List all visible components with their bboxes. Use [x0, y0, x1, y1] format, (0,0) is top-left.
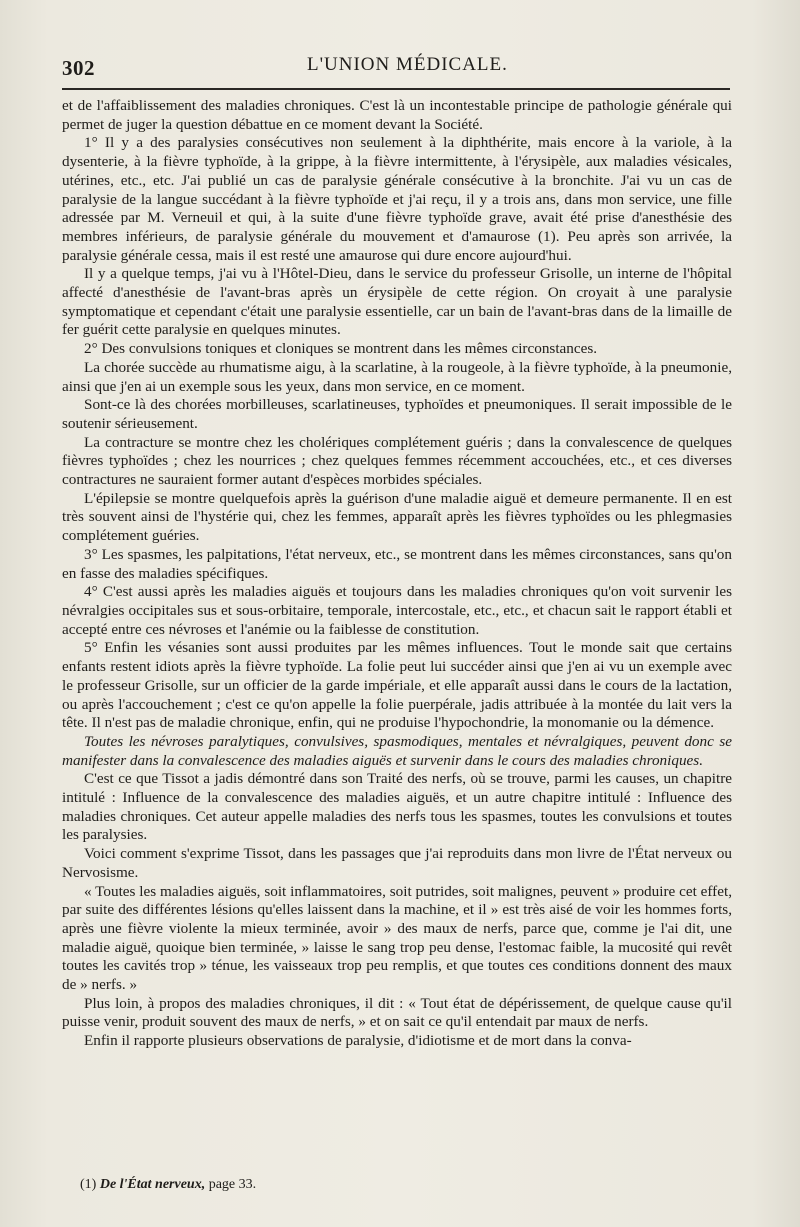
- paragraph: Plus loin, à propos des maladies chroniques, il dit : « Tout état de dépérissement, de quelque cause qu'il puisse venir, produit souvent des maux de nerfs, » et on sait ce qu'il entendait par maux de nerfs.: [62, 994, 732, 1031]
- paragraph: Voici comment s'exprime Tissot, dans les passages que j'ai reproduits dans mon livre de l'État nerveux ou Nervosisme.: [62, 845, 732, 881]
- paragraph: L'épilepsie se montre quelquefois après la guérison d'une maladie aiguë et demeure permanente. Il en est très souvent ainsi de l'hystérie qui, chez les femmes, apparaît après les fièvres typhoïdes ou les phlegmasies complétement guéries.: [62, 489, 732, 545]
- paragraph: Il y a quelque temps, j'ai vu à l'Hôtel-Dieu, dans le service du professeur Grisolle, un interne de l'hôpital affecté d'anesthésie de l'avant-bras après un érysipèle de cette région. On croyait à une paralysie symptomatique et cependant c'était une paralysie essentielle, car un bain de l'avant-bras dans de la limaille de fer guérit cette paralysie en quelques minutes.: [62, 265, 732, 339]
- footnote-marker: (1): [80, 1177, 97, 1192]
- paragraph: 1° Il y a des paralysies consécutives non seulement à la diphthérite, mais encore à la variole, à la dysenterie, à la fièvre typhoïde, à la grippe, à la fièvre intermittente, à l'érysipèle, aux maladies vésicales, utérines, etc., etc. J'ai publié un cas de paralysie générale consécutive à la bronchite. J'ai vu un cas de paralysie de la langue succédant à la fièvre typhoïde et j'ai reçu, il y a trois ans, dans mon service, une fille adressée par M. Verneuil et qui, à la suite d'une fièvre typhoïde grave, avait été prise d'anesthésie des membres inférieurs, de paralysie générale du mouvement et d'amaurose (1). Peu après son arrivée, la paralysie générale cessa, mais il est resté une amaurose qui dure encore aujourd'hui.: [62, 134, 732, 264]
- paragraph: 2° Des convulsions toniques et cloniques se montrent dans les mêmes circonstances.: [84, 340, 598, 358]
- paragraph: 3° Les spasmes, les palpitations, l'état nerveux, etc., se montrent dans les mêmes circonstances, sans qu'on en fasse des maladies spécifiques.: [62, 545, 732, 582]
- paragraph: 5° Enfin les vésanies sont aussi produites par les mêmes influences. Tout le monde sait que certains enfants restent idiots après la fièvre typhoïde. La folie peut lui succéder ainsi que j'en ai vu un exemple avec le professeur Grisolle, sur un officier de la garde impériale, et elle apparaît aussi dans le cours de la lactation, ou après l'accouchement ; c'est ce qu'on appelle la folie puerpérale, jadis attribuée à la montée du lait vers la tête. Il n'est pas de maladie chronique, enfin, qui ne produise l'hypochondrie, la monomanie ou la démence.: [62, 639, 732, 732]
- paragraph: La contracture se montre chez les cholériques complétement guéris ; dans la convalescence de quelques fièvres typhoïdes ; chez les nourrices ; chez quelques femmes récemment accouchées, etc., et ces diverses contractures ne sauraient former autant d'espèces morbides spéciales.: [62, 433, 732, 489]
- paragraph: Toutes les névroses paralytiques, convulsives, spasmodiques, mentales et névralgiques, peuvent donc se manifester dans la convalescence des maladies aiguës et survenir dans le cours des maladies chroniques.: [62, 732, 732, 769]
- footnote: [80, 1176, 720, 1194]
- article-body: [62, 97, 732, 1051]
- paragraph: et de l'affaiblissement des maladies chroniques. C'est là un incontestable principe de pathologie générale qui permet de juger la question débattue en ce moment devant la Société.: [62, 97, 732, 133]
- paragraph: Enfin il rapporte plusieurs observations de paralysie, d'idiotisme et de mort dans la conva-: [84, 1032, 632, 1050]
- page-number: 302: [62, 56, 95, 80]
- page-header: [62, 52, 728, 82]
- quotation: « Toutes les maladies aiguës, soit inflammatoires, soit putrides, soit malignes, peuvent » produire cet effet, par suite des différentes lésions qu'elles laissent dans la machine, et il » est très aisé de voir les hommes forts, après une fièvre violente la mieux terminée, avoir » des maux de nerfs, parce que, comme je l'ai dit, une maladie aiguë, quoique bien terminée, » laisse le sang trop peu dense, l'estomac faible, la mucosité qui revêt toutes les cavités trop » ténue, les vaisseaux trop peu remplis, et que toutes ces conditions donnent des maux de » nerfs. »: [62, 882, 732, 994]
- paragraph: 4° C'est aussi après les maladies aiguës et toujours dans les maladies chroniques qu'on voit survenir les névralgies occipitales sus et sous-orbitaire, temporale, intercostale, etc., etc., et chacun sait le rapport établi et accepté entre ces névroses et l'anémie ou la faiblesse de constitution.: [62, 583, 732, 638]
- footnote-title: De l'État nerveux,: [99, 1177, 206, 1192]
- paragraph: La chorée succède au rhumatisme aigu, à la scarlatine, à la rougeole, à la fièvre typhoïde, à la pneumonie, ainsi que j'en ai un exemple sous les yeux, dans mon service, en ce moment.: [62, 358, 732, 395]
- paragraph: C'est ce que Tissot a jadis démontré dans son Traité des nerfs, où se trouve, parmi les causes, un chapitre intitulé : Influence de la convalescence des maladies aiguës, et un autre chapitre intitulé : Influence des maladies chroniques. Cet auteur appelle maladies des nerfs tous les spasmes, toutes les convulsions et toutes les paralysies.: [62, 770, 732, 844]
- running-title: L'UNION MÉDICALE.: [307, 54, 508, 75]
- footnote-page: page 33.: [208, 1177, 257, 1192]
- header-rule: [62, 88, 730, 90]
- paragraph: Sont-ce là des chorées morbilleuses, scarlatineuses, typhoïdes et pneumoniques. Il serait impossible de le soutenir sérieusement.: [62, 396, 732, 432]
